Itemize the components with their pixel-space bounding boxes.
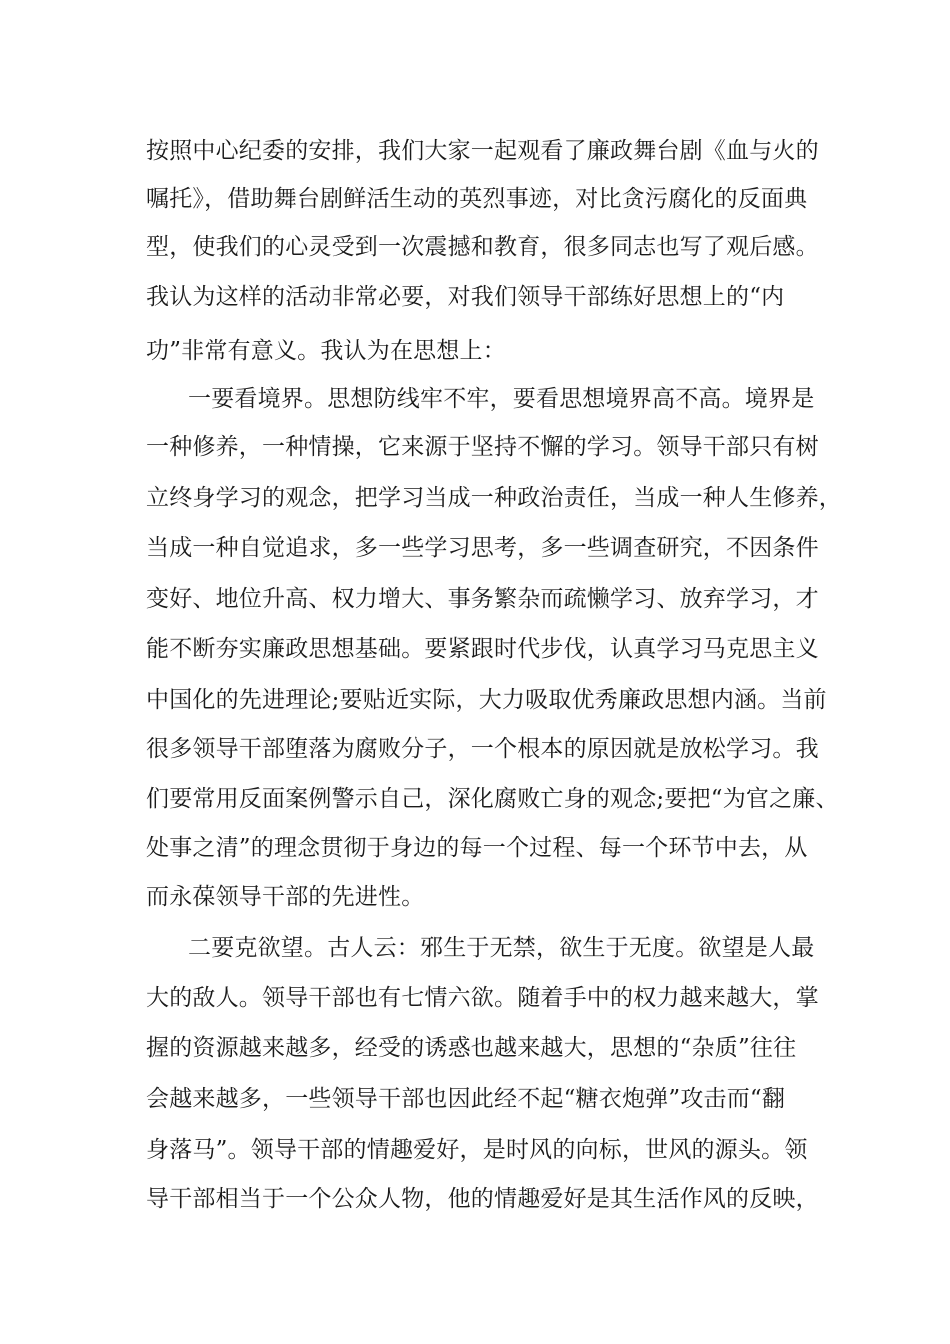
text-line: 一种修养，一种情操，它来源于坚持不懈的学习。领导干部只有树	[146, 434, 819, 460]
text-line: 们要常用反面案例警示自己，深化腐败亡身的观念;要把“为官之廉、	[146, 786, 839, 812]
text-line: 大的敌人。领导干部也有七情六欲。随着手中的权力越来越大，掌	[146, 985, 819, 1011]
text-line: 会越来越多，一些领导干部也因此经不起“糖衣炮弹”攻击而“翻	[146, 1086, 786, 1112]
text-line: 中国化的先进理论;要贴近实际，大力吸取优秀廉政思想内涵。当前	[146, 687, 827, 713]
text-line: 导干部相当于一个公众人物，他的情趣爱好是其生活作风的反映，	[146, 1186, 819, 1212]
text-line: 处事之清”的理念贯彻于身边的每一个过程、每一个环节中去，从	[146, 835, 808, 861]
text-line: 身落马”。领导干部的情趣爱好，是时风的向标，世风的源头。领	[146, 1137, 808, 1163]
text-line: 立终身学习的观念，把学习当成一种政治责任，当成一种人生修养，	[146, 485, 842, 511]
paragraph-start-line: 二要克欲望。古人云：邪生于无禁，欲生于无度。欲望是人最	[188, 935, 815, 961]
text-line: 变好、地位升高、权力增大、事务繁杂而疏懒学习、放弃学习，才	[146, 586, 819, 612]
text-line: 型，使我们的心灵受到一次震撼和教育，很多同志也写了观后感。	[146, 234, 819, 260]
text-line: 很多领导干部堕落为腐败分子，一个根本的原因就是放松学习。我	[146, 736, 819, 762]
text-line: 我认为这样的活动非常必要，对我们领导干部练好思想上的“内	[146, 284, 785, 310]
text-line: 而永葆领导干部的先进性。	[146, 884, 425, 910]
text-line: 握的资源越来越多，经受的诱惑也越来越大，思想的“杂质”往往	[146, 1035, 797, 1061]
text-line: 嘱托》，借助舞台剧鲜活生动的英烈事迹，对比贪污腐化的反面典	[146, 186, 808, 212]
text-line: 能不断夯实廉政思想基础。要紧跟时代步伐，认真学习马克思主义	[146, 636, 819, 662]
paragraph-start-line: 一要看境界。思想防线牢不牢，要看思想境界高不高。境界是	[188, 386, 815, 412]
text-line: 按照中心纪委的安排，我们大家一起观看了廉政舞台剧《血与火的	[146, 138, 819, 164]
text-line: 当成一种自觉追求，多一些学习思考，多一些调查研究，不因条件	[146, 535, 819, 561]
text-line: 功”非常有意义。我认为在思想上：	[146, 338, 506, 364]
